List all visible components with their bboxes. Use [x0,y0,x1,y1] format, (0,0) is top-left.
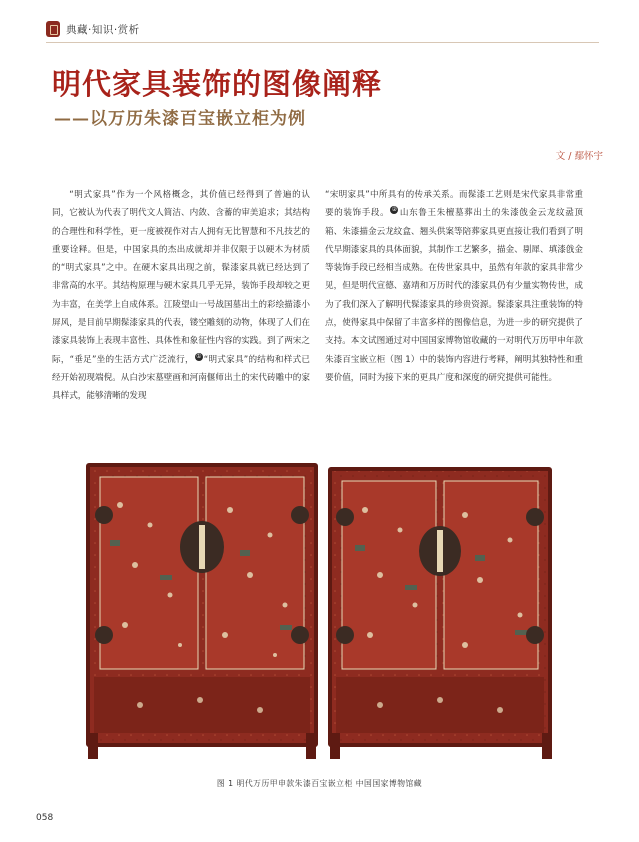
seal-logo-icon [46,21,60,37]
paragraph-text: “明式家具”的结构和样式已经开始初现端倪。从白沙宋墓壁画和河南偃师出土的宋代砖雕中的家具样式，能够清晰的发现 [52,354,311,402]
cabinet-right [328,467,552,759]
author-byline: 文 / 鄢怀宇 [555,151,603,162]
cabinet-pair-figure [80,455,558,773]
body-column-left [52,186,310,406]
body-paragraph [325,186,583,387]
footnote-marker: ① [196,352,202,360]
body-paragraph [52,186,310,406]
paragraph-text: “明式家具”作为一个风格概念，其价值已经得到了普遍的认同，它被认为代表了明代文人简洁、内敛、含蓄的审美追求；其结构的合理性和科学性，更一度被视作对古人拥有无比智慧和不凡技艺的重要诠释。但是，中国家具的杰出成就却并非仅限于以硬木为材质的“明式家具”之中。在硬木家具出现之前，髹漆家具就已经达到了非常高的水平。其结构原理与硬木家具几乎无异，装饰手段却较之更为丰富，在美学上自成体系。江陵望山一号战国墓出土的彩绘描漆小屏风，是目前早期髹漆家具的代表，镂空雕刻的动物，体现了人们在漆家具装饰上表现丰富性、具体性和象征性内容的实践。到了两宋之际，“垂足”坐的生活方式广泛流行， [52,190,310,365]
paragraph-text: “宋明家具”中所具有的传承关系。而髹漆工艺则是宋代家具非常重要的装饰手段。 [325,190,583,219]
section-label: 典藏·知识·赏析 [66,23,140,36]
cabinet-left [86,463,318,759]
section-header [46,20,140,38]
figure-caption: 图 1 明代万历甲申款朱漆百宝嵌立柜 中国国家博物馆藏 [216,779,423,788]
header-divider [46,42,599,43]
footnote-marker: ② [391,206,397,214]
body-column-right [325,186,583,387]
paragraph-text: 山东鲁王朱檀墓葬出土的朱漆戗金云龙纹盝顶箱、朱漆描金云龙纹盒、翘头供案等陪葬家具更直接让我们看到了明代早期漆家具的具体面貌，其制作工艺繁多，描金、剔犀、填漆戗金等装饰手段已经相当成熟。在传世家具中，虽然有年款的家具非常少见，但是明代宣德、嘉靖和万历时代的漆家具仍有少量实物传世，成为了我们深入了解明代髹漆家具的珍贵资源。髹漆家具注重装饰的特点，使得家具中保留了丰富多样的图像信息，为进一步的研究提供了支持。本文试图通过对中国国家博物馆收藏的一对明代万历甲申年款朱漆百宝嵌立柜（图 1）中的装饰内容进行考释，阐明其独特性和重要价值，同时为接下来的更具广度和深度的研究提供可能性。 [325,208,583,383]
article-title: 明代家具装饰的图像阐释 [52,67,383,101]
page-number: 058 [36,813,54,823]
article-subtitle: ——以万历朱漆百宝嵌立柜为例 [54,109,306,129]
